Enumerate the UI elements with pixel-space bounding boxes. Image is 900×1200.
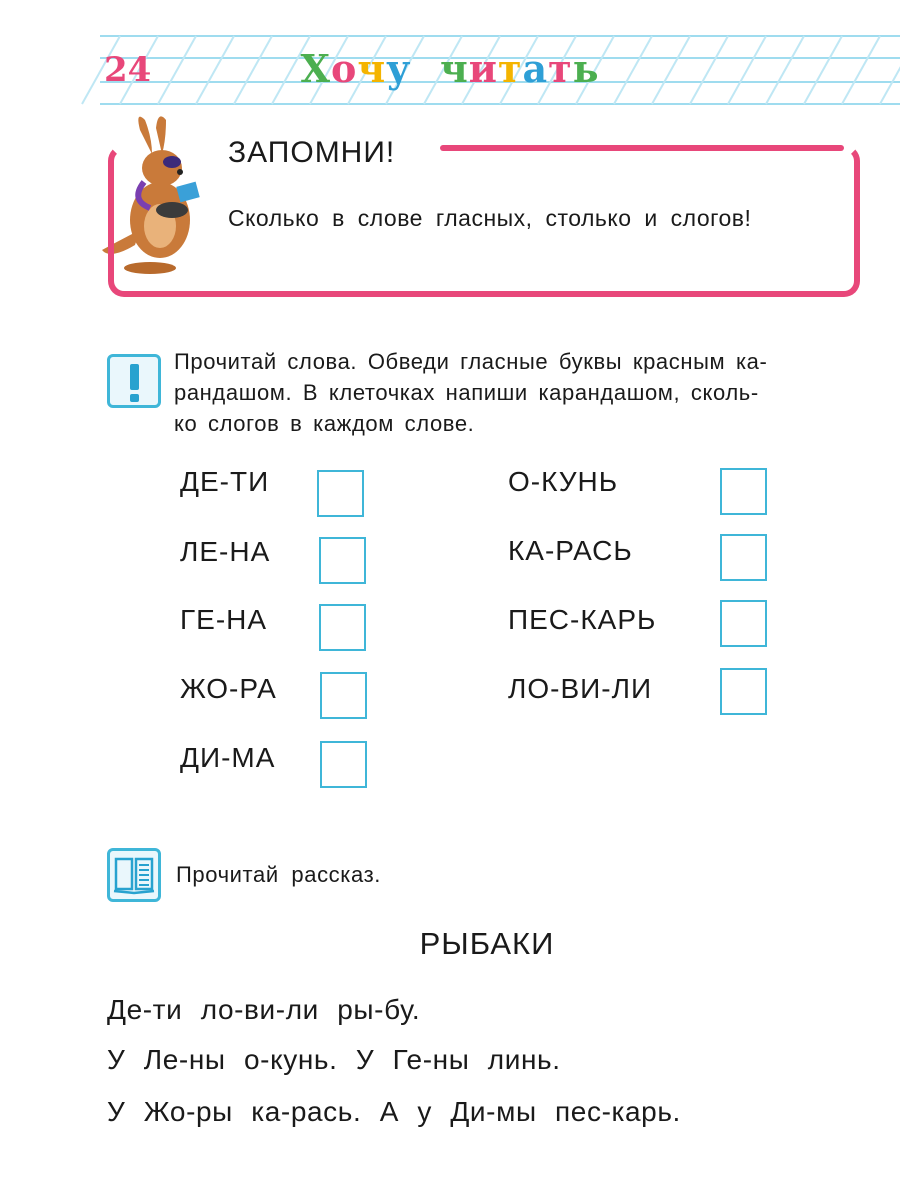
syllable-count-box[interactable]: [720, 534, 767, 581]
story-title: РЫБАКИ: [419, 926, 555, 961]
word-di-ma: ДИ-МА: [180, 742, 276, 773]
book-icon: [107, 848, 161, 902]
memo-box-top-line: [440, 145, 844, 151]
task1-line: Прочитай слова. Обведи гласные буквы красным ка-: [174, 349, 768, 374]
word-le-na: ЛЕ-НА: [180, 536, 271, 567]
page-title-letter: а: [522, 46, 549, 91]
syllable-count-box[interactable]: [319, 537, 366, 584]
task1-line: ко слогов в каждом слове.: [174, 411, 475, 436]
page-title-letter: Х: [300, 46, 331, 91]
page-title-letter: ч: [439, 46, 469, 91]
page-number: 24: [104, 50, 152, 90]
word-zho-ra: ЖО-РА: [180, 673, 277, 704]
syllable-count-box[interactable]: [317, 470, 364, 517]
page-title-letter: и: [468, 46, 498, 91]
syllable-count-box[interactable]: [720, 600, 767, 647]
page-title-letter: ч: [357, 46, 387, 91]
syllable-count-box[interactable]: [320, 672, 367, 719]
page-title-letter: о: [330, 46, 358, 91]
word-o-kun: О-КУНЬ: [508, 466, 619, 497]
story-line: У Ле-ны о-кунь. У Ге-ны линь.: [107, 1044, 561, 1075]
task2-instructions: Прочитай рассказ.: [176, 862, 381, 887]
memo-title: ЗАПОМНИ!: [228, 136, 396, 169]
story-line: У Жо-ры ка-рась. А у Ди-мы пес-карь.: [107, 1096, 681, 1127]
page-title: [0, 46, 900, 91]
syllable-count-box[interactable]: [319, 604, 366, 651]
word-pes-kar: ПЕС-КАРЬ: [508, 604, 657, 635]
word-ge-na: ГЕ-НА: [180, 604, 268, 635]
syllable-count-box[interactable]: [720, 668, 767, 715]
page-title-letter: т: [548, 46, 573, 91]
exclamation-icon: [107, 354, 161, 408]
task1-instructions: [174, 346, 864, 439]
task1-line: рандашом. В клеточках напиши карандашом, сколь-: [174, 380, 759, 405]
syllable-count-box[interactable]: [720, 468, 767, 515]
word-ka-ras: КА-РАСЬ: [508, 535, 633, 566]
word-de-ti: ДЕ-ТИ: [180, 466, 270, 497]
page-title-letter: ь: [572, 46, 600, 91]
memo-rule-text: Сколько в слове гласных, столько и слогов!: [228, 205, 752, 231]
story-line: Де-ти ло-ви-ли ры-бу.: [107, 994, 421, 1025]
word-lo-vi-li: ЛО-ВИ-ЛИ: [508, 673, 653, 704]
page-title-letter: т: [497, 46, 523, 91]
page-title-letter: [412, 46, 440, 91]
page-title-letter: у: [386, 46, 412, 91]
syllable-count-box[interactable]: [320, 741, 367, 788]
